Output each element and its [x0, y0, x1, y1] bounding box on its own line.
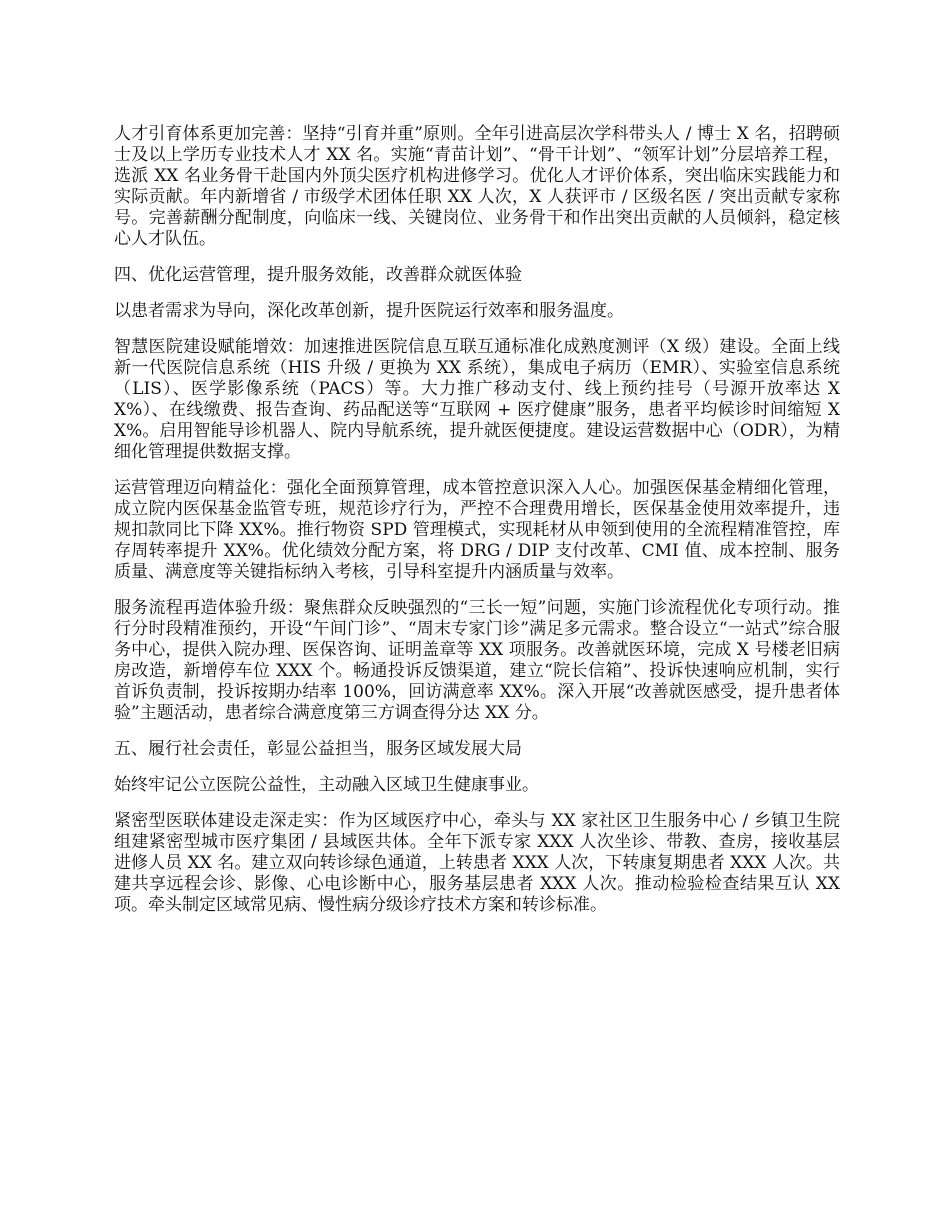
paragraph-section-5-intro: 始终牢记公立医院公益性，主动融入区域卫生健康事业。: [114, 775, 539, 795]
paragraph-talent-system: 人才引育体系更加完善：坚持“引育并重”原则。全年引进高层次学科带头人 / 博士 X 名，招聘硕士及以上学历专业技术人才 XX 名。实施“青苗计划”、“骨干计划”、“领军计划”分层培养工程，选派 XX 名业务骨干赴国内外顶尖医疗机构进修学习。优化人才评价体系，突出临床实践能力和实际贡献。年内新增省 / 市级学术团体任职 XX 人次，X 人获评市 / 区级名医 / 突出贡献专家称号。完善薪酬分配制度，向临床一线、关键岗位、业务骨干和作出突出贡献的人员倾斜，稳定核心人才队伍。: [114, 124, 840, 249]
paragraph-service-process: 服务流程再造体验升级：聚焦群众反映强烈的“三长一短”问题，实施门诊流程优化专项行动。推行分时段精准预约，开设“午间门诊”、“周末专家门诊”满足多元需求。整合设立“一站式”综合服务中心，提供入院办理、医保咨询、证明盖章等 XX 项服务。改善就医环境，完成 X 号楼老旧病房改造，新增停车位 XXX 个。畅通投诉反馈渠道，建立“院长信箱”、投诉快速响应机制，实行首诉负责制，投诉按期办结率 100%，回访满意率 XX%。深入开展“改善就医感受，提升患者体验”主题活动，患者综合满意度第三方调查得分达 XX 分。: [114, 598, 840, 723]
paragraph-medical-alliance: 紧密型医联体建设走深走实：作为区域医疗中心，牵头与 XX 家社区卫生服务中心 / 乡镇卫生院组建紧密型城市医疗集团 / 县域医共体。全年下派专家 XXX 人次坐诊、带教、查房，接收基层进修人员 XX 名。建立双向转诊绿色通道，上转患者 XXX 人次，下转康复期患者 XXX 人次。共建共享远程会诊、影像、心电诊断中心，服务基层患者 XXX 人次。推动检验检查结果互认 XX 项。牵头制定区域常见病、慢性病分级诊疗技术方案和转诊标准。: [114, 811, 840, 915]
paragraph-operations-management: 运营管理迈向精益化：强化全面预算管理，成本管控意识深入人心。加强医保基金精细化管理，成立院内医保基金监管专班，规范诊疗行为，严控不合理费用增长，医保基金使用效率提升，违规扣款同比下降 XX%。推行物资 SPD 管理模式，实现耗材从申领到使用的全流程精准管控，库存周转率提升 XX%。优化绩效分配方案，将 DRG / DIP 支付改革、CMI 值、成本控制、服务质量、满意度等关键指标纳入考核，引导科室提升内涵质量与效率。: [114, 478, 840, 582]
section-heading-4: 四、优化运营管理，提升服务效能，改善群众就医体验: [114, 265, 522, 285]
paragraph-smart-hospital: 智慧医院建设赋能增效：加速推进医院信息互联互通标准化成熟度测评（X 级）建设。全面上线新一代医院信息系统（HIS 升级 / 更换为 XX 系统），集成电子病历（EMR）、实验室信息系统（LIS）、医学影像系统（PACS）等。大力推广移动支付、线上预约挂号（号源开放率达 XX%）、在线缴费、报告查询、药品配送等“互联网 + 医疗健康”服务，患者平均候诊时间缩短 XX%。启用智能导诊机器人、院内导航系统，提升就医便捷度。建设运营数据中心（ODR），为精细化管理提供数据支撑。: [114, 337, 840, 462]
section-heading-5: 五、履行社会责任，彰显公益担当，服务区域发展大局: [114, 739, 522, 759]
document-page: [114, 124, 840, 931]
paragraph-section-4-intro: 以患者需求为导向，深化改革创新，提升医院运行效率和服务温度。: [114, 301, 624, 321]
